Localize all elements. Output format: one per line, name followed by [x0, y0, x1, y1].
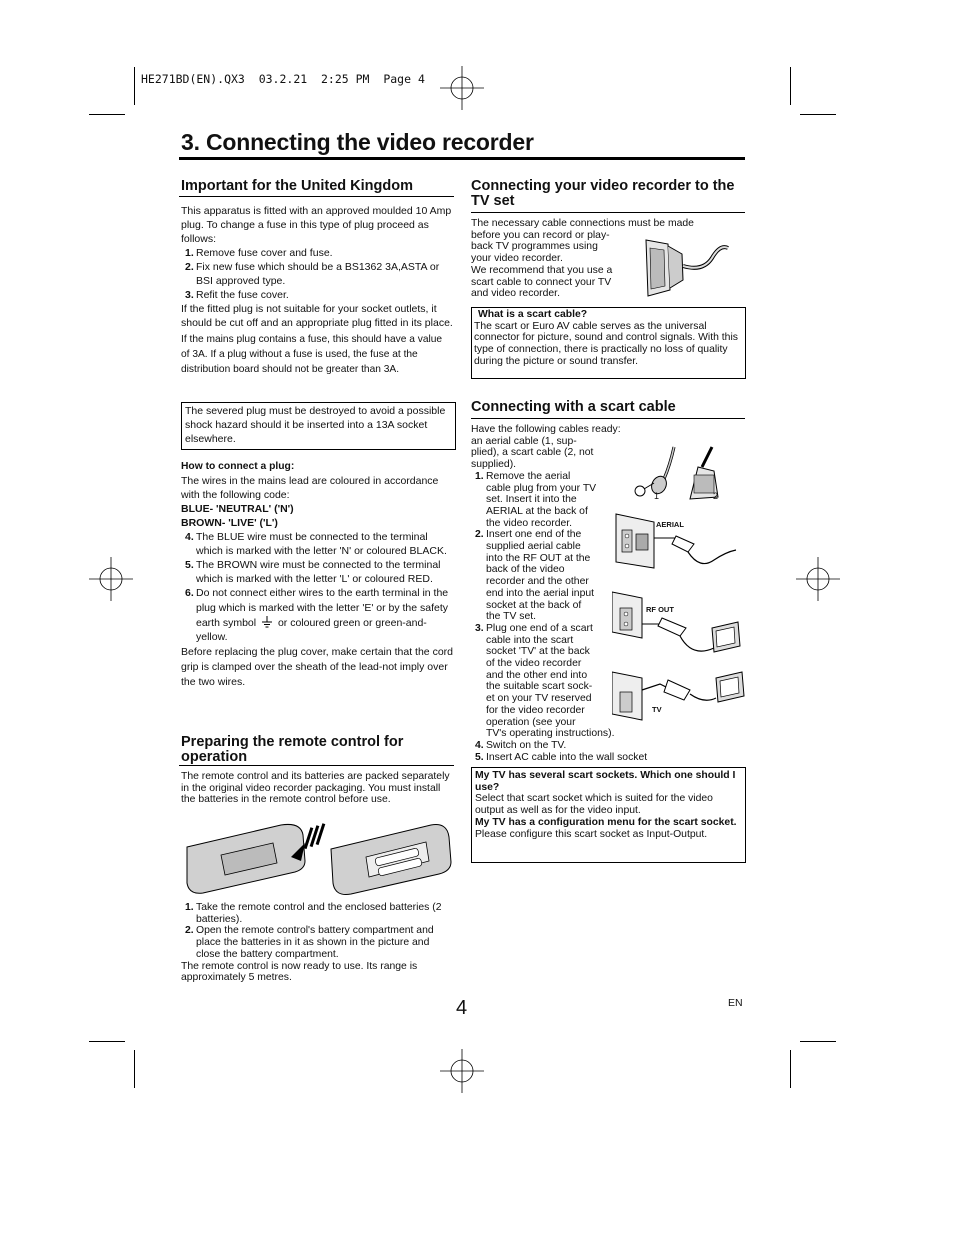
scart-info-box	[471, 307, 746, 379]
tvset-heading-rule	[471, 212, 745, 213]
registration-mark-icon	[796, 557, 840, 601]
language-code: EN	[728, 997, 743, 1009]
list-item: 5. Insert AC cable into the wall socket	[475, 751, 648, 763]
label-tv: TV	[652, 705, 662, 714]
crop-mark	[800, 1041, 836, 1042]
remote-closing: The remote control is now ready to use. Its range is approximately 5 metres.	[181, 960, 418, 984]
how-intro: The wires in the mains lead are coloured in accordance with the following code:	[181, 475, 439, 501]
list-item: 4. The BLUE wire must be connected to the terminal which is marked with the letter 'N' or coloured BLACK.	[185, 531, 447, 557]
list-item: 6. Do not connect either wires to the earth terminal in the plug which is marked with the letter 'E' or by the safety earth symbol or coloured green or green-and-yellow.	[185, 587, 449, 644]
label-cable-2: 2	[713, 491, 719, 501]
scart-info-text: The scart or Euro AV cable serves as the universal connector for picture, sound and control signals. With this type of connection, there is practically no loss of quality during the picture or sound transfer.	[474, 320, 738, 367]
tv-scart-connection-illustration	[612, 670, 746, 724]
cables-illustration	[626, 445, 736, 510]
warning-box	[181, 402, 456, 450]
crop-mark	[134, 67, 135, 105]
label-cable-1: 1	[654, 491, 660, 501]
list-item: 1. Remove fuse cover and fuse.	[185, 247, 333, 259]
remote-heading: Preparing the remote control for operation	[181, 734, 404, 765]
crop-mark	[800, 114, 836, 115]
earth-symbol-icon	[261, 616, 273, 628]
remote-control-illustration	[181, 817, 453, 897]
brown-code: BROWN- 'LIVE' ('L')	[181, 517, 278, 529]
fuse-steps	[181, 246, 453, 302]
crop-mark	[89, 114, 125, 115]
faq-question-2: My TV has a configuration menu for the scart socket.	[475, 816, 737, 828]
list-item: 2. Insert one end of the supplied aerial cable into the RF OUT at the back of the video recorder and the other end into the aerial input socket at the back of the TV set.	[475, 529, 595, 623]
faq-box	[471, 767, 746, 863]
tvset-heading: Connecting your video recorder to the TV set	[471, 178, 735, 209]
scart-heading-rule	[471, 418, 745, 419]
plug-body	[181, 460, 453, 690]
uk-para1: If the fitted plug is not suitable for your socket outlets, it should be cut off and an appropriate plug fitted in its place.	[181, 303, 453, 329]
scart-plug-illustration	[628, 234, 738, 304]
page-title: 3. Connecting the video recorder	[181, 129, 534, 155]
blue-code: BLUE- 'NEUTRAL' ('N')	[181, 503, 294, 515]
list-item: 3. Plug one end of a scart cable into the scart socket 'TV' at the back of the video recorder and the other end into the suitable scart sock- et on your TV reserved for the video recorder operation (see your TV's operating instructions).	[475, 622, 615, 740]
wire-steps	[181, 530, 453, 645]
faq-answer-2: Please configure this scart socket as Input-Output.	[475, 828, 708, 840]
list-item: 5. The BROWN wire must be connected to the terminal which is marked with the letter 'L' or coloured RED.	[185, 559, 441, 585]
uk-intro: This apparatus is fitted with an approved moulded 10 Amp plug. To change a fuse in this type of plug proceed as follows:	[181, 205, 452, 245]
faq-answer-1: Select that scart socket which is suited for the video output as well as for the video input.	[475, 793, 713, 817]
label-rf-out: RF OUT	[646, 605, 674, 614]
rfout-connection-illustration	[612, 588, 744, 660]
uk-heading-rule	[179, 196, 454, 197]
list-item: 2. Open the remote control's battery compartment and place the batteries in it as shown in the picture and close the battery compartment.	[185, 925, 434, 960]
uk-heading: Important for the United Kingdom	[181, 178, 413, 194]
page-number: 4	[456, 997, 468, 1019]
title-rule	[179, 157, 745, 160]
scart-heading: Connecting with a scart cable	[471, 399, 676, 415]
scart-info-title: What is a scart cable?	[478, 309, 588, 320]
registration-mark-icon	[89, 557, 133, 601]
remote-intro: The remote control and its batteries are packed separately in the original video recorder packaging. You must install the batteries in the remote control before use.	[181, 771, 450, 806]
tvset-body: The necessary cable connections must be made before you can record or play- back TV programmes using your video recorder. We recommend that you use a scart cable to connect your TV and video recorder.	[471, 218, 694, 300]
list-item: 3. Refit the fuse cover.	[185, 289, 289, 301]
scart-body: Have the following cables ready: an aerial cable (1, sup- plied), a scart cable (2, not supplied). 1. Remove the aerial cable plug from your TV set. Insert it into the AERIAL at the back of the video recorder. 2. Insert one end of the supplied aerial cable into the RF OUT at the back of the video recorder and the other end into the aerial input socket at the back of the TV set. 3. Plug one end of a scart cable into the scart socket 'TV' at the back of the video recorder and the other end into the suitable scart sock- et on your TV reserved for the video recorder operation (see your TV's operating instructions). 4. Switch on the TV. 5. Insert AC cable into the wall socket	[471, 424, 651, 763]
list-item: 2. Fix new fuse which should be a BS1362 3A,ASTA or BSI approved type.	[185, 261, 440, 287]
registration-mark-icon	[440, 66, 484, 110]
uk-body	[181, 204, 453, 377]
crop-mark	[89, 1041, 125, 1042]
plug-closing: Before replacing the plug cover, make certain that the cord grip is clamped over the sheath of the lead-not imply over the two wires.	[181, 646, 453, 689]
registration-mark-icon	[440, 1049, 484, 1093]
crop-mark	[134, 1050, 135, 1088]
how-heading: How to connect a plug:	[181, 461, 295, 472]
aerial-connection-illustration	[614, 508, 744, 574]
crop-mark	[790, 67, 791, 105]
crop-mark	[790, 1050, 791, 1088]
uk-para2: If the mains plug contains a fuse, this should have a value of 3A. If a plug without a fuse is used, the fuse at the distribution board should not be greater than 3A.	[181, 334, 443, 375]
remote-steps-block	[181, 902, 453, 984]
print-slug: HE271BD(EN).QX3 03.2.21 2:25 PM Page 4	[141, 72, 425, 86]
list-item: 4. Switch on the TV.	[475, 739, 567, 751]
faq-question-1: My TV has several scart sockets. Which one should I use?	[475, 770, 736, 793]
warning-text: The severed plug must be destroyed to avoid a possible shock hazard should it be inserted into a 13A socket elsewhere.	[185, 405, 446, 445]
list-item: 1. Remove the aerial cable plug from your TV set. Insert it into the AERIAL at the back of the video recorder.	[475, 470, 597, 529]
remote-heading-rule	[179, 765, 454, 766]
label-aerial: AERIAL	[656, 520, 684, 529]
remote-steps	[181, 902, 453, 961]
list-item: 1. Take the remote control and the enclosed batteries (2 batteries).	[185, 902, 442, 925]
